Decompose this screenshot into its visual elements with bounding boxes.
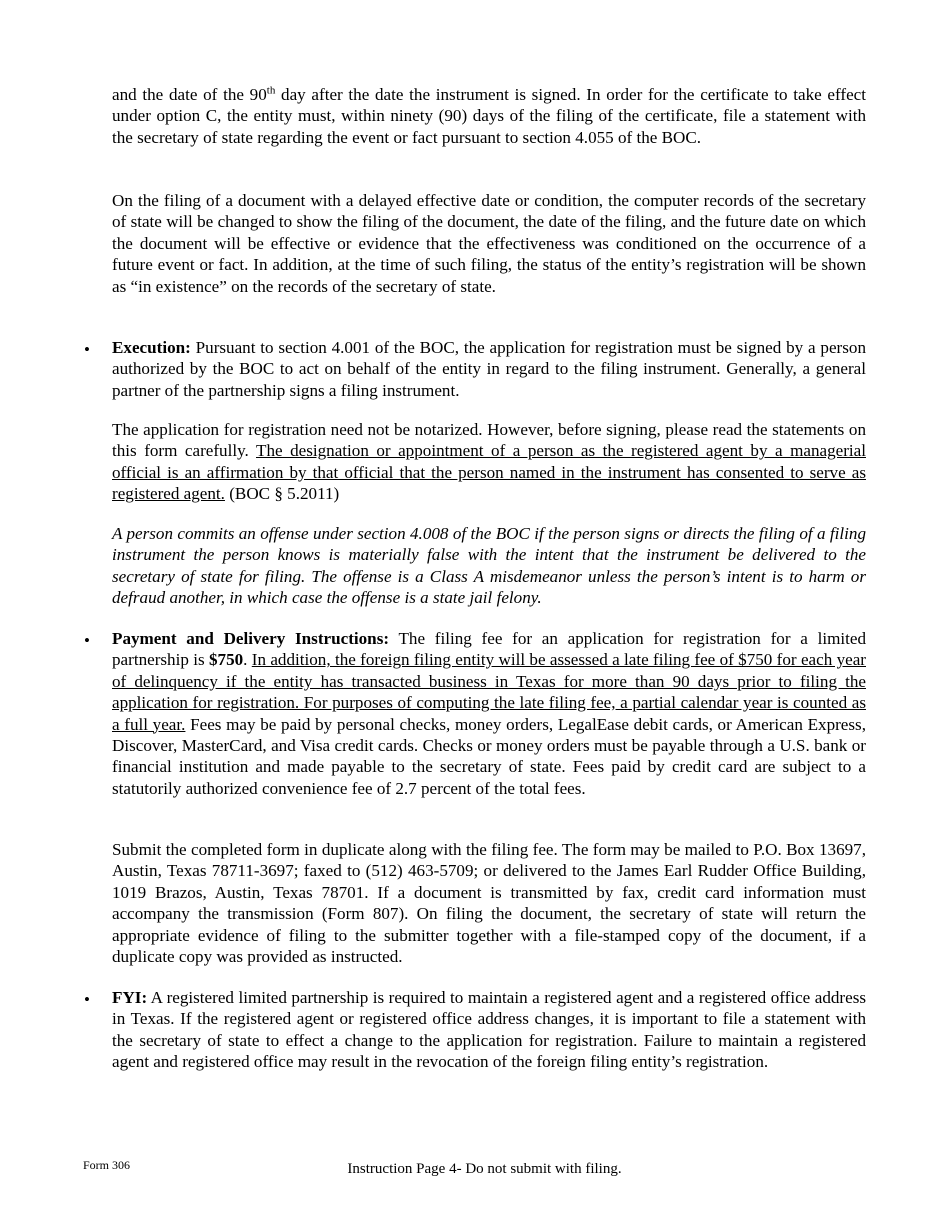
paragraph-fyi bbox=[112, 987, 866, 1073]
paragraph-notarization bbox=[112, 419, 866, 505]
paragraph-computer-records: On the filing of a document with a delayed effective date or condition, the computer records of the secretary of state will be changed to show the filing of the document, the date of the filing, and the future date on which the document will be effective or evidence that the effectiveness was conditioned on the occurrence of a future event or fact. In addition, at the time of such filing, the status of the entity’s registration will be shown as “in existence” on the records of the secretary of state. bbox=[112, 191, 866, 296]
p1-superscript: th bbox=[266, 84, 276, 97]
payment-text-3: Fees may be paid by personal checks, money orders, LegalEase debit cards, or American Express, Discover, MasterCard, and Visa credit cards. Checks or money orders must be payable through a U.S. bank or financial institution and made payable to the secretary of state. Fees paid by credit card are subject to a statutorily authorized convenience fee of 2.7 percent of the total fees. bbox=[112, 714, 866, 798]
payment-text-1: The filing fee for an application for registration for a limited partnership is bbox=[112, 629, 866, 670]
paragraph-delivery: Submit the completed form in duplicate along with the filing fee. The form may be mailed to P.O. Box 13697, Austin, Texas 78711-3697; faxed to (512) 463-5709; or delivered to the James Earl Rudder Office Building, 1019 Brazos, Austin, Texas 78701. If a document is transmitted by fax, credit card information must accompany the transmission (Form 807). On filing the document, the secretary of state will return the appropriate evidence of filing to the submitter together with a file-stamped copy of the document, if a duplicate copy was provided as instructed. bbox=[112, 840, 866, 967]
p1-text-a: and the date of the 90 bbox=[112, 85, 267, 104]
paragraph-delayed-effective-option-c bbox=[112, 84, 866, 148]
footer-form-number: Form 306 bbox=[83, 1158, 131, 1172]
paragraph-execution bbox=[112, 337, 866, 401]
execution-heading: Execution: bbox=[112, 338, 191, 357]
fyi-heading: FYI: bbox=[112, 988, 148, 1007]
boc-reference: (BOC § 5.2011) bbox=[224, 484, 340, 504]
paragraph-payment bbox=[112, 628, 866, 799]
payment-text-2: . bbox=[243, 650, 252, 670]
payment-heading: Payment and Delivery Instructions: bbox=[112, 629, 390, 648]
p1-text-b: day after the date the instrument is signed. In order for the certificate to take effect under option C, the entity must, within ninety (90) days of the filing of the certificate, file a statement with the secretary of state regarding the event or fact pursuant to section 4.055 of the BOC. bbox=[112, 85, 866, 147]
bullet-payment: • bbox=[84, 631, 90, 650]
execution-text: Pursuant to section 4.001 of the BOC, the application for registration must be signed by a person authorized by the BOC to act on behalf of the entity in regard to the filing instrument. Generally, a general partner of the partnership signs a filing instrument. bbox=[112, 338, 866, 400]
bullet-execution: • bbox=[84, 340, 90, 359]
fyi-text: A registered limited partnership is required to maintain a registered agent and a registered office address in Texas. If the registered agent or registered office address changes, it is important to file a statement with the secretary of state to effect a change to the application for registration. Failure to maintain a registered agent and registered office may result in the revocation of the foreign filing entity’s registration. bbox=[112, 988, 866, 1072]
late-filing-fee-notice: In addition, the foreign filing entity will be assessed a late filing fee of $750 for each year of delinquency if the entity has transacted business in Texas for more than 90 days prior to filing the application for registration. For purposes of computing the late filing fee, a partial calendar year is counted as a full year. bbox=[112, 650, 866, 734]
filing-fee-amount: $750 bbox=[208, 650, 244, 670]
registered-agent-affirmation: The designation or appointment of a person as the registered agent by a managerial official is an affirmation by that official that the person named in the instrument has consented to serve as registered agent. bbox=[112, 441, 866, 504]
bullet-fyi: • bbox=[84, 990, 90, 1009]
notarization-text: The application for registration need not be notarized. However, before signing, please read the statements on this form carefully. bbox=[112, 420, 866, 461]
paragraph-offense-warning: A person commits an offense under section 4.008 of the BOC if the person signs or directs the filing of a filing instrument the person knows is materially false with the intent that the instrument be delivered to the secretary of state for filing. The offense is a Class A misdemeanor unless the person’s intent is to harm or defraud another, in which case the offense is a state jail felony. bbox=[112, 524, 866, 608]
footer-page-label: Instruction Page 4- Do not submit with filing. bbox=[347, 1161, 622, 1177]
